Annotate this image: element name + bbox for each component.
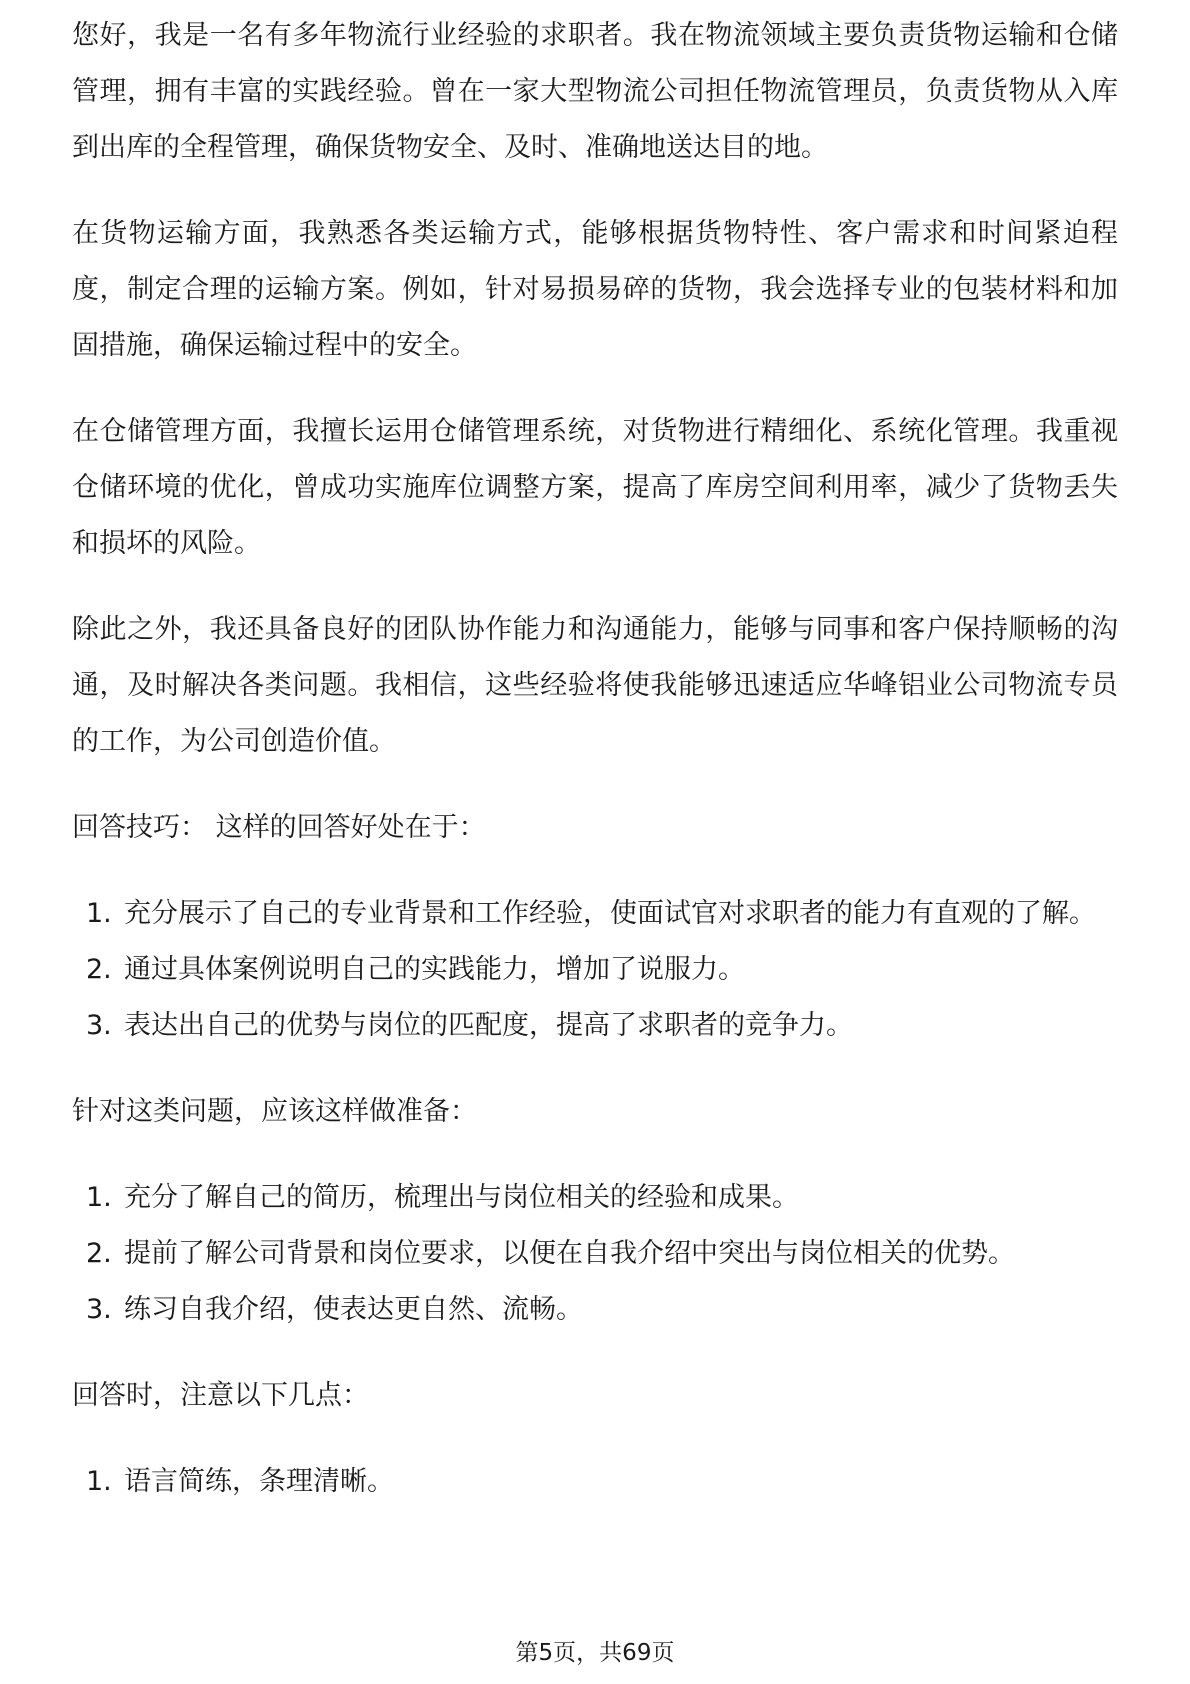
list-item — [72, 998, 1118, 1054]
notes-heading: 回答时，注意以下几点： — [72, 1380, 369, 1411]
list-item-text: 充分展示了自己的专业背景和工作经验，使面试官对求职者的能力有直观的了解。 — [124, 898, 1096, 929]
prep-heading: 针对这类问题，应该这样做准备： — [72, 1096, 477, 1127]
page-footer: 第5页，共69页 — [515, 1640, 675, 1666]
list-number: 3. — [86, 1294, 112, 1325]
list-item-text: 练习自我介绍，使表达更自然、流畅。 — [124, 1294, 583, 1325]
list-item-text: 通过具体案例说明自己的实践能力，增加了说服力。 — [124, 954, 745, 985]
paragraph-transport: 在货物运输方面，我熟悉各类运输方式，能够根据货物特性、客户需求和时间紧迫程度，制定合理的运输方案。例如，针对易损易碎的货物，我会选择专业的包装材料和加固措施，确保运输过程中的安全。 — [72, 218, 1118, 361]
tips-list — [72, 886, 1118, 1054]
tips-heading: 回答技巧： 这样的回答好处在于： — [72, 812, 486, 843]
list-item-text: 表达出自己的优势与岗位的匹配度，提高了求职者的竞争力。 — [124, 1010, 853, 1041]
list-number: 2. — [86, 1238, 112, 1269]
list-item-text: 充分了解自己的简历，梳理出与岗位相关的经验和成果。 — [124, 1182, 799, 1213]
prep-list — [72, 1170, 1118, 1338]
list-number: 3. — [86, 1010, 112, 1041]
list-item — [72, 1226, 1118, 1282]
list-item-text: 语言简练，条理清晰。 — [124, 1466, 394, 1497]
paragraph-warehouse: 在仓储管理方面，我擅长运用仓储管理系统，对货物进行精细化、系统化管理。我重视仓储环境的优化，曾成功实施库位调整方案，提高了库房空间利用率，减少了货物丢失和损坏的风险。 — [72, 416, 1118, 559]
list-number: 1. — [86, 1466, 112, 1497]
list-item — [72, 1282, 1118, 1338]
list-number: 1. — [86, 898, 112, 929]
list-item — [72, 1454, 1118, 1510]
list-item — [72, 942, 1118, 998]
document-body — [72, 22, 1118, 1540]
list-item — [72, 1170, 1118, 1226]
paragraph-teamwork: 除此之外，我还具备良好的团队协作能力和沟通能力，能够与同事和客户保持顺畅的沟通，及时解决各类问题。我相信，这些经验将使我能够迅速适应华峰铝业公司物流专员的工作，为公司创造价值。 — [72, 614, 1118, 757]
list-number: 2. — [86, 954, 112, 985]
list-item — [72, 886, 1118, 942]
paragraph-intro: 您好，我是一名有多年物流行业经验的求职者。我在物流领域主要负责货物运输和仓储管理，拥有丰富的实践经验。曾在一家大型物流公司担任物流管理员，负责货物从入库到出库的全程管理，确保货物安全、及时、准确地送达目的地。 — [72, 20, 1118, 163]
notes-list — [72, 1454, 1118, 1510]
list-number: 1. — [86, 1182, 112, 1213]
list-item-text: 提前了解公司背景和岗位要求，以便在自我介绍中突出与岗位相关的优势。 — [124, 1238, 1015, 1269]
